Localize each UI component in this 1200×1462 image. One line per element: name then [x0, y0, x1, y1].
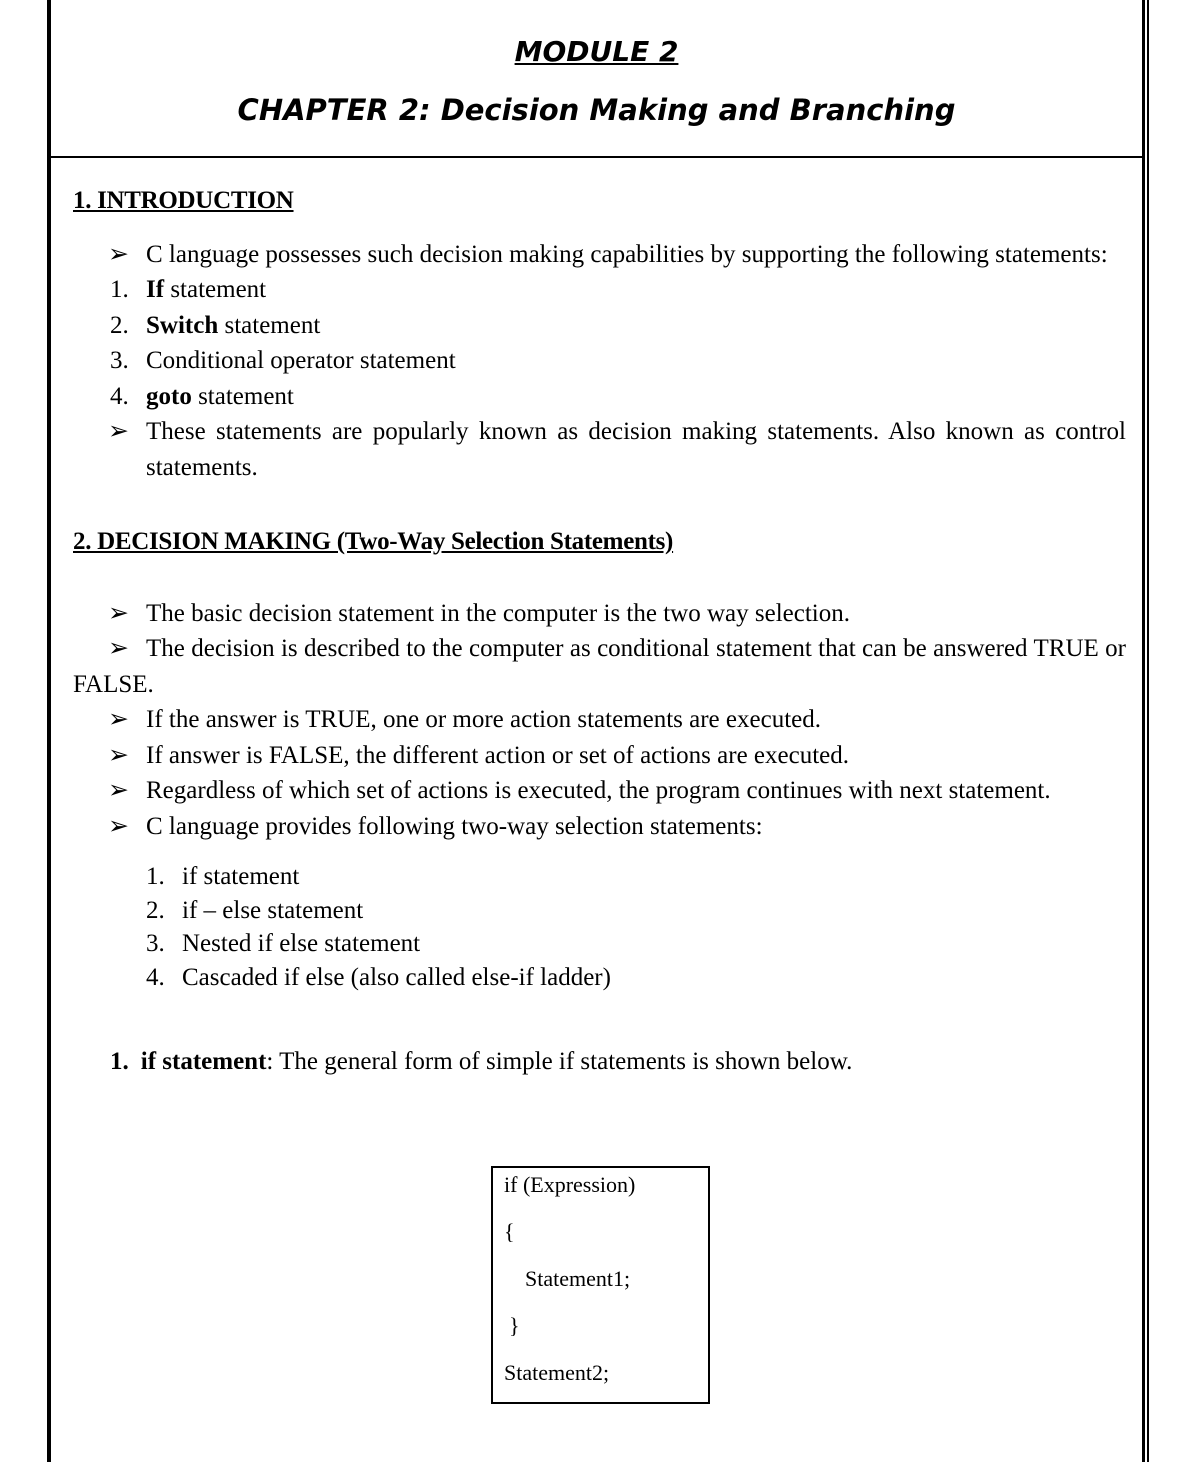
- arrowhead-bullet-icon: ➢: [108, 240, 129, 268]
- right-page-border: [1142, 0, 1149, 1462]
- if-statement-intro: [110, 1044, 1126, 1080]
- list-keyword: Switch: [146, 311, 219, 339]
- decision-bullets: [73, 596, 1126, 845]
- intro-lead-text: C language possesses such decision making capabilities by supporting the following statements:: [146, 240, 1108, 268]
- list-item: [73, 860, 1126, 894]
- decision-heading: 2. DECISION MAKING (Two-Way Selection Statements): [73, 528, 674, 555]
- selection-statement-list: [73, 860, 1126, 994]
- list-number: 1.: [110, 276, 129, 303]
- list-text: Conditional operator statement: [146, 347, 456, 374]
- list-item: [73, 272, 1126, 308]
- list-text: Cascaded if else (also called else-if ladder): [182, 963, 611, 991]
- document-body: [73, 183, 1126, 1080]
- if-syntax-box: [491, 1166, 710, 1404]
- list-number: 3.: [110, 347, 129, 374]
- list-number: 2.: [146, 896, 165, 924]
- module-title: MODULE 2: [514, 35, 679, 68]
- list-number: 2.: [110, 311, 129, 339]
- list-item: [73, 379, 1126, 415]
- list-number: 4.: [146, 963, 165, 991]
- list-text: statement: [164, 276, 267, 303]
- code-line: Statement1;: [525, 1266, 631, 1291]
- list-number: 1.: [146, 863, 165, 890]
- decision-bullet: [73, 773, 1126, 809]
- if-statement-desc: : The general form of simple if statements is shown below.: [266, 1048, 853, 1075]
- list-keyword: goto: [146, 382, 192, 410]
- intro-lead-bullet: [73, 237, 1126, 273]
- list-item: [73, 894, 1126, 928]
- code-line: Statement2;: [504, 1360, 610, 1385]
- decision-bullet: [73, 702, 1126, 738]
- chapter-title: CHAPTER 2: Decision Making and Branching: [237, 93, 956, 127]
- arrowhead-bullet-icon: ➢: [108, 812, 129, 840]
- left-page-border: [47, 0, 51, 1462]
- arrowhead-bullet-icon: ➢: [108, 777, 129, 804]
- decision-bullet: [73, 809, 1126, 845]
- list-item: [73, 927, 1126, 961]
- intro-note-text: These statements are popularly known as decision making statements. Also known as control statements.: [146, 418, 1126, 481]
- code-line: }: [509, 1313, 520, 1338]
- header-divider: [51, 156, 1142, 158]
- arrowhead-bullet-icon: ➢: [108, 635, 129, 662]
- list-text: if – else statement: [182, 896, 364, 924]
- list-item: [73, 343, 1126, 379]
- code-line: {: [504, 1219, 515, 1244]
- bullet-text: Regardless of which set of actions is executed, the program continues with next statement.: [146, 777, 1051, 804]
- decision-bullet: [73, 596, 1126, 632]
- list-text: statement: [191, 382, 294, 410]
- list-text: if statement: [182, 863, 300, 890]
- intro-statement-list: [73, 272, 1126, 414]
- bullet-text: If the answer is TRUE, one or more action statements are executed.: [146, 706, 821, 733]
- list-number: 4.: [110, 382, 129, 410]
- arrowhead-bullet-icon: ➢: [108, 418, 129, 445]
- arrowhead-bullet-icon: ➢: [108, 741, 129, 769]
- decision-bullet: [73, 738, 1126, 774]
- list-text: Nested if else statement: [182, 930, 421, 957]
- intro-note-bullet: [73, 414, 1126, 485]
- list-item: [73, 961, 1126, 995]
- list-text: statement: [218, 311, 321, 339]
- bullet-text: If answer is FALSE, the different action or set of actions are executed.: [146, 741, 849, 769]
- if-statement-label: if statement: [140, 1048, 267, 1075]
- if-statement-number: 1.: [110, 1048, 129, 1075]
- intro-heading: 1. INTRODUCTION: [73, 187, 294, 214]
- list-keyword: If: [146, 276, 165, 303]
- list-number: 3.: [146, 930, 165, 957]
- code-line: if (Expression): [504, 1172, 636, 1197]
- bullet-text: C language provides following two-way selection statements:: [146, 812, 763, 840]
- list-item: [73, 308, 1126, 344]
- bullet-text: The basic decision statement in the computer is the two way selection.: [146, 599, 850, 627]
- decision-bullet: [73, 631, 1126, 702]
- arrowhead-bullet-icon: ➢: [108, 599, 129, 627]
- bullet-text: The decision is described to the computer as conditional statement that can be answered TRUE or FALSE.: [73, 635, 1126, 698]
- arrowhead-bullet-icon: ➢: [108, 706, 129, 733]
